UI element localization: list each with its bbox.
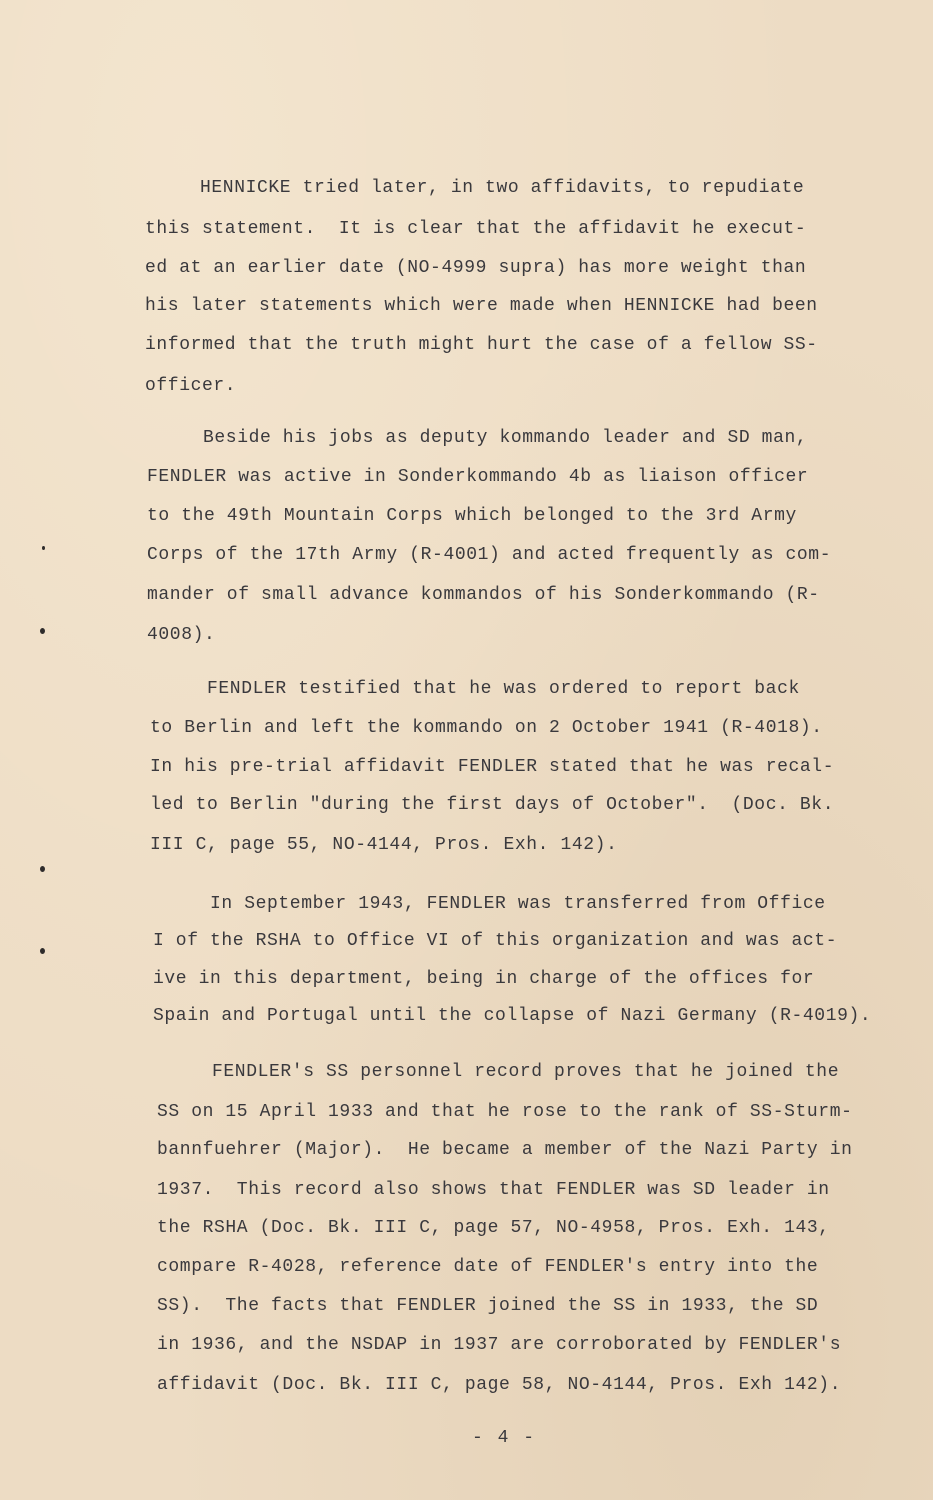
text-line: SS). The facts that FENDLER joined the SS in 1933, the SD xyxy=(157,1296,819,1316)
text-line: 4008). xyxy=(147,625,216,645)
margin-speck xyxy=(40,866,45,872)
text-line: this statement. It is clear that the affidavit he execut- xyxy=(145,219,807,239)
text-line: Beside his jobs as deputy kommando leader and SD man, xyxy=(203,428,808,448)
text-line: Spain and Portugal until the collapse of Nazi Germany (R-4019). xyxy=(153,1006,872,1026)
text-line: In September 1943, FENDLER was transferred from Office xyxy=(210,894,826,914)
text-line: to the 49th Mountain Corps which belonged to the 3rd Army xyxy=(147,506,797,526)
text-line: 1937. This record also shows that FENDLER was SD leader in xyxy=(157,1180,830,1200)
text-line: FENDLER's SS personnel record proves that he joined the xyxy=(212,1062,840,1082)
text-line: bannfuehrer (Major). He became a member of the Nazi Party in xyxy=(157,1140,853,1160)
text-line: SS on 15 April 1933 and that he rose to the rank of SS-Sturm- xyxy=(157,1102,853,1122)
text-line: compare R-4028, reference date of FENDLER's entry into the xyxy=(157,1257,819,1277)
text-line: mander of small advance kommandos of his Sonderkommando (R- xyxy=(147,585,820,605)
text-line: III C, page 55, NO-4144, Pros. Exh. 142). xyxy=(150,835,618,855)
text-line: FENDLER testified that he was ordered to report back xyxy=(207,679,800,699)
text-line: to Berlin and left the kommando on 2 October 1941 (R-4018). xyxy=(150,718,823,738)
margin-speck xyxy=(40,628,45,634)
text-line: the RSHA (Doc. Bk. III C, page 57, NO-4958, Pros. Exh. 143, xyxy=(157,1218,830,1238)
text-line: in 1936, and the NSDAP in 1937 are corroborated by FENDLER's xyxy=(157,1335,842,1355)
text-line: ed at an earlier date (NO-4999 supra) has more weight than xyxy=(145,258,807,278)
text-line: Corps of the 17th Army (R-4001) and acted frequently as com- xyxy=(147,545,832,565)
text-line: HENNICKE tried later, in two affidavits, to repudiate xyxy=(200,178,805,198)
text-line: affidavit (Doc. Bk. III C, page 58, NO-4144, Pros. Exh 142). xyxy=(157,1375,842,1395)
text-line: informed that the truth might hurt the case of a fellow SS- xyxy=(145,335,818,355)
text-line: FENDLER was active in Sonderkommando 4b as liaison officer xyxy=(147,467,809,487)
text-line: ive in this department, being in charge of the offices for xyxy=(153,969,815,989)
margin-speck xyxy=(42,546,45,550)
text-line: led to Berlin "during the first days of October". (Doc. Bk. xyxy=(150,795,835,815)
text-line: I of the RSHA to Office VI of this organization and was act- xyxy=(153,931,838,951)
text-line: his later statements which were made when HENNICKE had been xyxy=(145,296,818,316)
page-number: - 4 - xyxy=(472,1428,537,1448)
text-line: In his pre-trial affidavit FENDLER stated that he was recal- xyxy=(150,757,835,777)
margin-speck xyxy=(40,948,45,954)
text-line: officer. xyxy=(145,376,237,396)
